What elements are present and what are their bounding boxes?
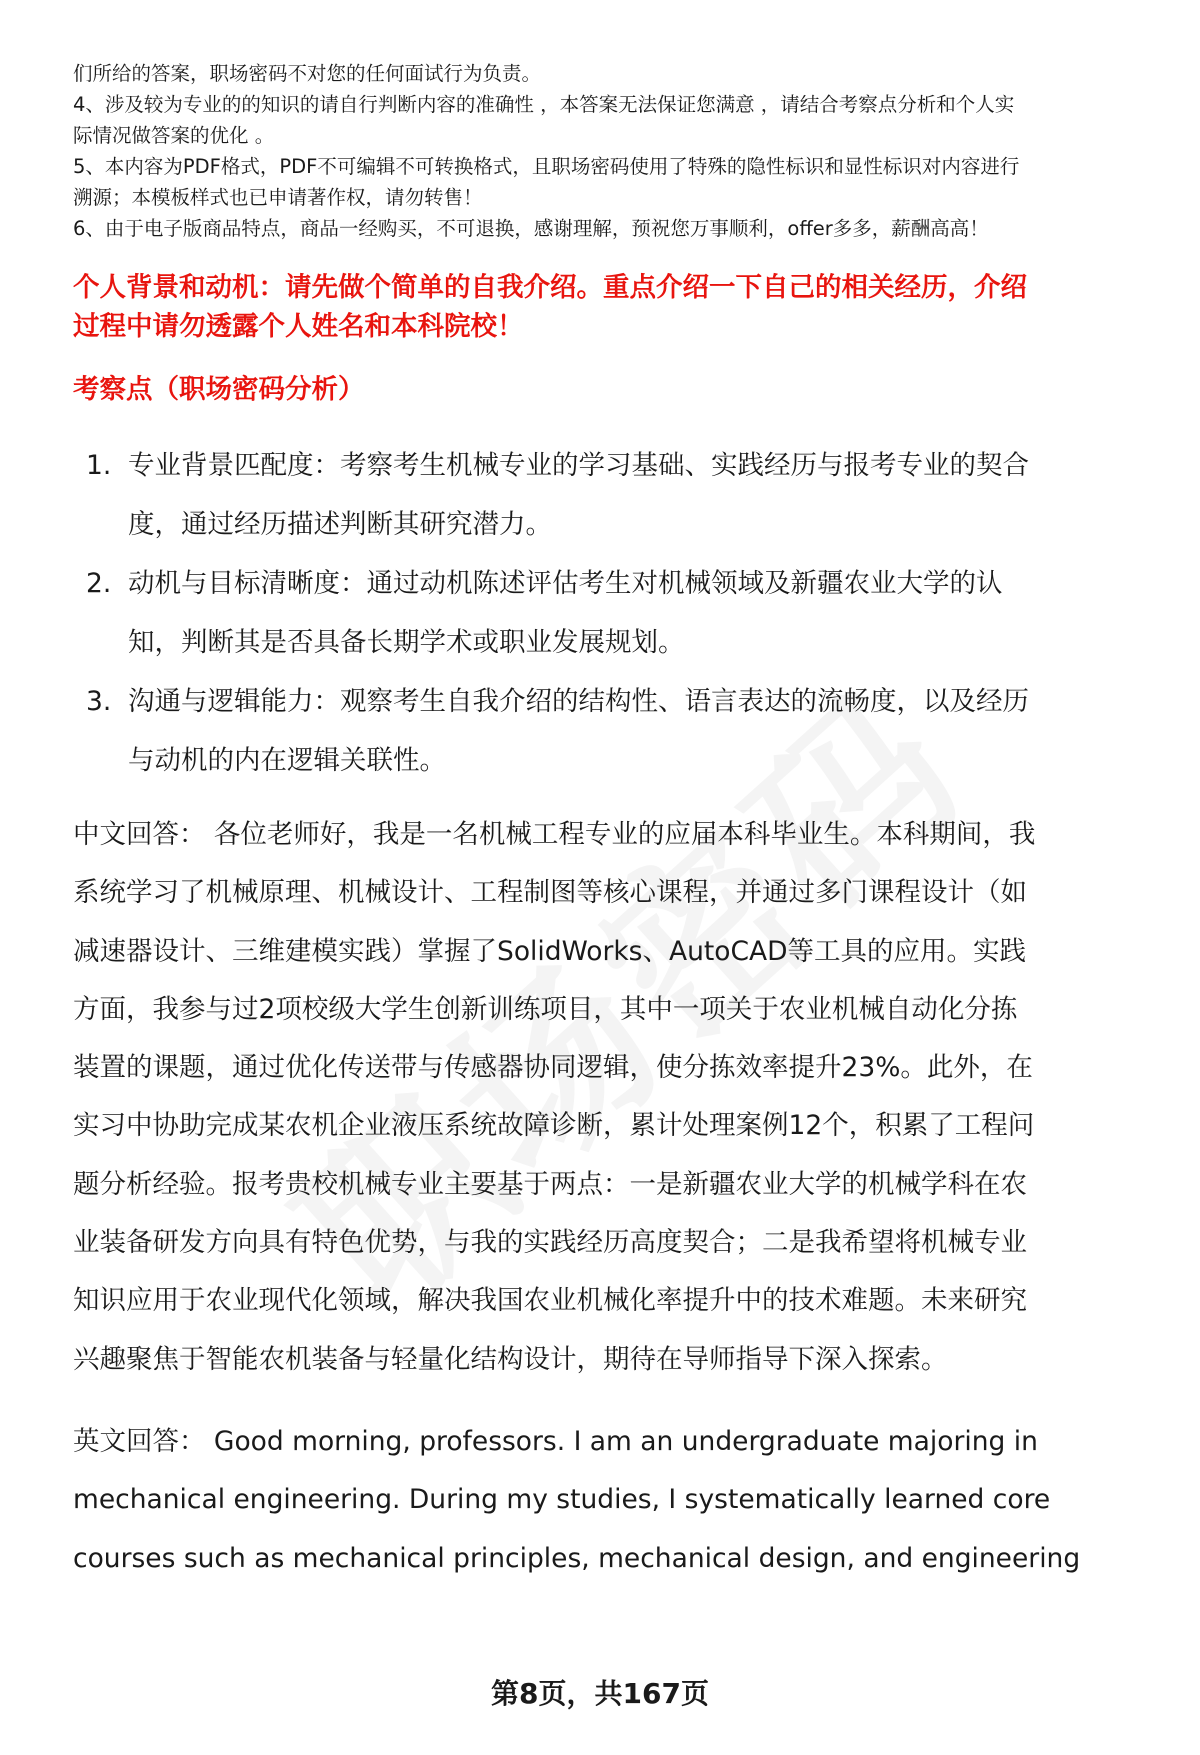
point-number: 1. — [86, 450, 112, 481]
page-number: 第8页，共167页 — [491, 1677, 709, 1710]
page-content — [73, 58, 1153, 1588]
answer-line: 业装备研发方向具有特色优势，与我的实践经历高度契合；二是我希望将机械专业 — [73, 1227, 1027, 1259]
notice-line: 溯源；本模板样式也已申请著作权，请勿转售！ — [73, 186, 483, 209]
answer-line: 装置的课题，通过优化传送带与传感器协同逻辑，使分拣效率提升23%。此外，在 — [73, 1052, 1033, 1084]
point-line: 知，判断其是否具备长期学术或职业发展规划。 — [128, 627, 685, 658]
analysis-point — [73, 436, 1153, 554]
point-line: 与动机的内在逻辑关联性。 — [128, 745, 446, 776]
chinese-answer — [73, 806, 1153, 1389]
answer-line: courses such as mechanical principles, mechanical design, and engineering — [73, 1542, 1081, 1574]
notice-line: 们所给的答案，职场密码不对您的任何面试行为负责。 — [73, 62, 542, 85]
answer-line: mechanical engineering. During my studies, I systematically learned core — [73, 1484, 1051, 1516]
notice-line: 4、涉及较为专业的的知识的请自行判断内容的准确性 ，本答案无法保证您满意 ，请结合考察点分析和个人实 — [73, 93, 1015, 116]
point-line: 沟通与逻辑能力：观察考生自我介绍的结构性、语言表达的流畅度，以及经历 — [128, 686, 1029, 717]
question-title-line: 个人背景和动机：请先做个简单的自我介绍。重点介绍一下自己的相关经历，介绍 — [73, 272, 1027, 303]
question-title — [73, 268, 1153, 346]
analysis-point — [73, 672, 1153, 790]
analysis-points-list — [73, 436, 1153, 790]
answer-line: 兴趣聚焦于智能农机装备与轻量化结构设计，期待在导师指导下深入探索。 — [73, 1343, 948, 1375]
analysis-point — [73, 554, 1153, 672]
point-number: 3. — [86, 686, 112, 717]
point-line: 度，通过经历描述判断其研究潜力。 — [128, 509, 552, 540]
answer-line: 中文回答： 各位老师好，我是一名机械工程专业的应届本科毕业生。本科期间，我 — [73, 819, 1036, 850]
point-line: 动机与目标清晰度：通过动机陈述评估考生对机械领域及新疆农业大学的认 — [128, 568, 1003, 599]
analysis-heading: 考察点（职场密码分析） — [73, 374, 365, 405]
point-line: 专业背景匹配度：考察考生机械专业的学习基础、实践经历与报考专业的契合 — [128, 450, 1029, 481]
english-answer — [73, 1413, 1153, 1588]
answer-line: 方面，我参与过2项校级大学生创新训练项目，其中一项关于农业机械自动化分拣 — [73, 993, 1018, 1025]
notice-line: 5、本内容为PDF格式，PDF不可编辑不可转换格式，且职场密码使用了特殊的隐性标识和显性标识对内容进行 — [73, 155, 1020, 178]
answer-line: 系统学习了机械原理、机械设计、工程制图等核心课程，并通过多门课程设计（如 — [73, 877, 1027, 909]
notice-line: 6、由于电子版商品特点，商品一经购买，不可退换，感谢理解，预祝您万事顺利，offer多多，薪酬高高！ — [73, 217, 989, 240]
point-number: 2. — [86, 568, 112, 599]
notice-line: 际情况做答案的优化 。 — [73, 124, 275, 147]
answer-line: 减速器设计、三维建模实践）掌握了SolidWorks、AutoCAD等工具的应用。实践 — [73, 935, 1027, 967]
answer-line: 英文回答： Good morning, professors. I am an undergraduate majoring in — [73, 1425, 1038, 1457]
question-title-line: 过程中请勿透露个人姓名和本科院校！ — [73, 311, 524, 342]
notice-block — [73, 58, 1153, 244]
answer-line: 知识应用于农业现代化领域，解决我国农业机械化率提升中的技术难题。未来研究 — [73, 1285, 1027, 1317]
answer-line: 实习中协助完成某农机企业液压系统故障诊断，累计处理案例12个，积累了工程问 — [73, 1110, 1035, 1142]
answer-line: 题分析经验。报考贵校机械专业主要基于两点：一是新疆农业大学的机械学科在农 — [73, 1168, 1027, 1200]
